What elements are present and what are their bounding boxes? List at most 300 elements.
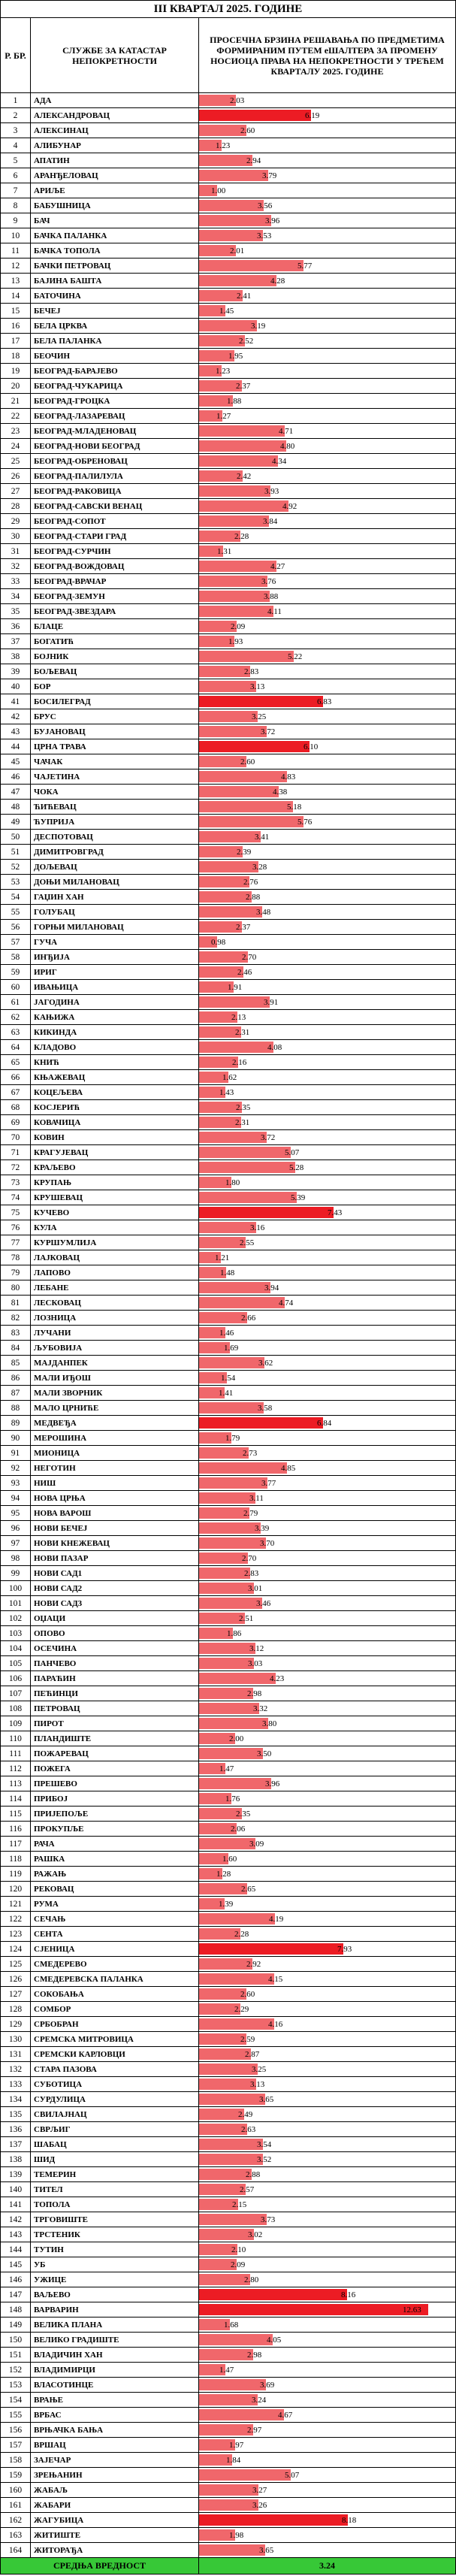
- table-row: [0, 529, 456, 544]
- value-bar: [199, 335, 245, 346]
- table-row: [0, 619, 456, 634]
- value-label: 2.01: [230, 246, 245, 255]
- value-bar: [199, 2379, 266, 2390]
- value-cell: [199, 2453, 455, 2467]
- service-name: ПРЕШЕВО: [31, 1776, 199, 1791]
- table-row: [0, 2227, 456, 2242]
- value-cell: [199, 2408, 455, 2422]
- value-bar: [199, 2349, 253, 2360]
- table-row: [0, 604, 456, 619]
- row-number: 87: [1, 1386, 31, 1400]
- row-number: 158: [1, 2453, 31, 2467]
- value-bar: [199, 125, 246, 136]
- row-number: 20: [1, 379, 31, 393]
- table-row: [0, 2302, 456, 2317]
- value-bar: [199, 516, 269, 527]
- service-name: МЕРОШИНА: [31, 1431, 199, 1445]
- value-label: 2.60: [240, 125, 255, 135]
- table-row: [0, 1010, 456, 1025]
- table-row: [0, 860, 456, 875]
- table-row: [0, 1566, 456, 1581]
- table-row: [0, 153, 456, 168]
- value-cell: [199, 845, 455, 859]
- value-label: 2.83: [244, 1568, 259, 1578]
- value-cell: [199, 1972, 455, 1986]
- service-name: АРАНЂЕЛОВАЦ: [31, 168, 199, 183]
- value-label: 2.66: [241, 1313, 256, 1323]
- value-label: 1.84: [226, 2455, 241, 2465]
- value-cell: [199, 2197, 455, 2212]
- value-bar: [199, 2184, 246, 2195]
- value-cell: [199, 1250, 455, 1265]
- service-name: БАЧКА ПАЛАНКА: [31, 228, 199, 243]
- value-cell: [199, 2137, 455, 2151]
- value-cell: [199, 664, 455, 679]
- value-cell: [199, 1596, 455, 1610]
- value-bar: [199, 1598, 262, 1609]
- service-name: ЛЕБАНЕ: [31, 1280, 199, 1295]
- table-row: [0, 2438, 456, 2453]
- service-name: КИКИНДА: [31, 1025, 199, 1039]
- row-number: 107: [1, 1686, 31, 1701]
- service-name: ИВАЊИЦА: [31, 980, 199, 994]
- row-number: 41: [1, 694, 31, 709]
- service-name: ДОЊИ МИЛАНОВАЦ: [31, 875, 199, 889]
- service-name: НОВИ БЕЧЕЈ: [31, 1521, 199, 1535]
- value-label: 5.39: [291, 1193, 306, 1202]
- page-title: III КВАРТАЛ 2025. ГОДИНЕ: [0, 0, 456, 18]
- row-number: 160: [1, 2483, 31, 2497]
- service-name: НОВА ЦРЊА: [31, 1491, 199, 1505]
- value-label: 3.56: [258, 201, 273, 210]
- service-name: БЛАЦЕ: [31, 619, 199, 633]
- row-number: 65: [1, 1055, 31, 1069]
- table-row: [0, 243, 456, 259]
- value-bar: [199, 2409, 284, 2420]
- value-label: 3.26: [252, 2500, 267, 2510]
- value-cell: [199, 679, 455, 694]
- service-name: НИШ: [31, 1476, 199, 1490]
- value-cell: [199, 319, 455, 333]
- table-row: [0, 1356, 456, 1371]
- table-row: [0, 1235, 456, 1250]
- table-row: [0, 815, 456, 830]
- value-label: 4.85: [281, 1463, 296, 1473]
- value-label: 2.09: [231, 2260, 246, 2269]
- service-name: БЕОГРАД-ПАЛИЛУЛА: [31, 469, 199, 483]
- table-row: [0, 454, 456, 469]
- value-cell: [199, 1115, 455, 1129]
- value-label: 1.76: [225, 1794, 240, 1804]
- value-cell: [199, 183, 455, 198]
- value-bar: [199, 485, 270, 497]
- value-cell: [199, 1296, 455, 1310]
- service-name: ГОРЊИ МИЛАНОВАЦ: [31, 920, 199, 934]
- value-bar: [199, 2124, 247, 2135]
- value-cell: [199, 2047, 455, 2061]
- table-row: [0, 1085, 456, 1100]
- table-row: [0, 2378, 456, 2393]
- value-label: 2.00: [229, 1734, 244, 1743]
- table-row: [0, 920, 456, 935]
- table-row: [0, 769, 456, 785]
- value-bar: [199, 696, 323, 707]
- table-row: [0, 379, 456, 394]
- row-number: 60: [1, 980, 31, 994]
- service-name: ПОЖАРЕВАЦ: [31, 1746, 199, 1761]
- row-number: 50: [1, 830, 31, 844]
- service-name: АЛИБУНАР: [31, 138, 199, 153]
- service-name: АДА: [31, 93, 199, 107]
- table-row: [0, 499, 456, 514]
- table-row: [0, 2077, 456, 2092]
- value-label: 1.62: [222, 1072, 237, 1082]
- value-cell: [199, 1145, 455, 1160]
- table-row: [0, 2408, 456, 2423]
- service-name: КОСЈЕРИЋ: [31, 1100, 199, 1114]
- value-cell: [199, 1957, 455, 1971]
- table-row: [0, 319, 456, 334]
- service-name: КУЧЕВО: [31, 1205, 199, 1220]
- value-bar: [199, 2214, 267, 2225]
- row-number: 144: [1, 2242, 31, 2257]
- value-label: 4.80: [280, 441, 295, 451]
- value-label: 3.54: [257, 2139, 272, 2149]
- row-number: 108: [1, 1701, 31, 1716]
- table-row: [0, 905, 456, 920]
- value-cell: [199, 754, 455, 769]
- value-label: 4.19: [269, 1914, 284, 1924]
- value-bar: [199, 155, 252, 166]
- value-label: 2.79: [243, 1508, 258, 1518]
- row-number: 91: [1, 1446, 31, 1460]
- value-cell: [199, 890, 455, 904]
- value-label: 2.70: [242, 1553, 257, 1563]
- value-cell: [199, 2167, 455, 2181]
- value-label: 2.37: [236, 381, 251, 391]
- value-cell: [199, 2017, 455, 2031]
- value-bar: [199, 260, 303, 271]
- row-number: 33: [1, 574, 31, 588]
- table-row: [0, 1882, 456, 1897]
- table-body: [0, 93, 456, 2558]
- row-number: 146: [1, 2272, 31, 2287]
- value-cell: [199, 2543, 455, 2557]
- service-name: ПАНЧЕВО: [31, 1656, 199, 1670]
- row-number: 84: [1, 1341, 31, 1355]
- value-bar: [199, 500, 288, 512]
- table-row: [0, 709, 456, 724]
- value-label: 3.62: [258, 1358, 273, 1368]
- service-name: ЧАЈЕТИНА: [31, 769, 199, 784]
- value-cell: [199, 93, 455, 107]
- service-name: ЗРЕЊАНИН: [31, 2468, 199, 2482]
- row-number: 118: [1, 1852, 31, 1866]
- table-row: [0, 484, 456, 499]
- value-label: 4.28: [270, 276, 285, 286]
- value-cell: [199, 1190, 455, 1205]
- value-label: 2.09: [231, 621, 246, 631]
- value-label: 5.28: [289, 1163, 304, 1172]
- service-name: НОВА ВАРОШ: [31, 1506, 199, 1520]
- value-cell: [199, 1265, 455, 1280]
- service-name: ЖАБАРИ: [31, 2498, 199, 2512]
- table-row: [0, 980, 456, 995]
- table-row: [0, 2453, 456, 2468]
- row-number: 102: [1, 1611, 31, 1625]
- value-cell: [199, 1927, 455, 1941]
- value-cell: [199, 1521, 455, 1535]
- value-cell: [199, 2468, 455, 2482]
- value-cell: [199, 2333, 455, 2347]
- value-label: 2.03: [230, 95, 245, 105]
- row-number: 61: [1, 995, 31, 1009]
- value-label: 3.41: [255, 832, 270, 842]
- table-row: [0, 168, 456, 183]
- value-cell: [199, 574, 455, 588]
- row-number: 151: [1, 2348, 31, 2362]
- service-name: ЈАГОДИНА: [31, 995, 199, 1009]
- table-header: [0, 18, 456, 93]
- row-number: 45: [1, 754, 31, 769]
- table-row: [0, 289, 456, 304]
- row-number: 53: [1, 875, 31, 889]
- table-row: [0, 2197, 456, 2212]
- value-label: 2.39: [237, 847, 252, 857]
- row-number: 120: [1, 1882, 31, 1896]
- service-name: БУЈАНОВАЦ: [31, 724, 199, 739]
- service-name: БЕОГРАД-СУРЧИН: [31, 544, 199, 558]
- service-name: ОЏАЦИ: [31, 1611, 199, 1625]
- value-label: 3.16: [250, 1223, 265, 1232]
- value-label: 3.32: [253, 1704, 268, 1713]
- value-cell: [199, 1311, 455, 1325]
- service-name: БАЧ: [31, 213, 199, 228]
- value-label: 3.94: [264, 1283, 279, 1293]
- row-number: 29: [1, 514, 31, 528]
- value-cell: [199, 529, 455, 543]
- row-number: 155: [1, 2408, 31, 2422]
- value-cell: [199, 334, 455, 348]
- service-name: БЕОГРАД-ЗВЕЗДАРА: [31, 604, 199, 618]
- table-row: [0, 1912, 456, 1927]
- table-row: [0, 1641, 456, 1656]
- value-cell: [199, 2348, 455, 2362]
- row-number: 35: [1, 604, 31, 618]
- value-bar: [199, 1507, 249, 1519]
- value-bar: [199, 876, 249, 887]
- table-row: [0, 1761, 456, 1776]
- value-cell: [199, 2092, 455, 2106]
- service-name: КОВИН: [31, 1130, 199, 1144]
- row-number: 24: [1, 439, 31, 453]
- value-cell: [199, 2077, 455, 2091]
- value-label: 2.35: [236, 1809, 251, 1819]
- table-row: [0, 1296, 456, 1311]
- service-name: БАЧКА ТОПОЛА: [31, 243, 199, 258]
- value-bar: [199, 1162, 295, 1173]
- row-number: 73: [1, 1175, 31, 1190]
- value-bar: [199, 1462, 287, 1474]
- service-name: НОВИ КНЕЖЕВАЦ: [31, 1536, 199, 1550]
- value-label: 3.58: [258, 1403, 273, 1413]
- row-number: 116: [1, 1822, 31, 1836]
- row-number: 54: [1, 890, 31, 904]
- row-number: 96: [1, 1521, 31, 1535]
- row-number: 130: [1, 2032, 31, 2046]
- value-label: 1.98: [229, 2530, 244, 2540]
- value-cell: [199, 1431, 455, 1445]
- service-name: БЕОГРАД-ВРАЧАР: [31, 574, 199, 588]
- value-label: 2.41: [237, 291, 252, 301]
- value-bar: [199, 681, 256, 692]
- value-label: 1.60: [222, 1854, 237, 1864]
- row-number: 86: [1, 1371, 31, 1385]
- value-bar: [199, 606, 273, 617]
- value-cell: [199, 589, 455, 603]
- value-cell: [199, 198, 455, 213]
- service-name: ЖИТОРАЂА: [31, 2543, 199, 2557]
- value-label: 7.43: [328, 1208, 343, 1217]
- table-row: [0, 1311, 456, 1326]
- value-cell: [199, 2122, 455, 2136]
- value-cell: [199, 1731, 455, 1746]
- header-number: Р. БР.: [1, 18, 31, 92]
- table-row: [0, 1446, 456, 1461]
- table-row: [0, 2317, 456, 2333]
- table-row: [0, 1431, 456, 1446]
- value-cell: [199, 619, 455, 633]
- table-row: [0, 2017, 456, 2032]
- table-row: [0, 349, 456, 364]
- value-bar: [199, 2018, 274, 2030]
- value-label: 6.10: [303, 742, 319, 751]
- value-label: 2.51: [239, 1613, 254, 1623]
- value-cell: [199, 274, 455, 288]
- row-number: 10: [1, 228, 31, 243]
- service-name: КРАЉЕВО: [31, 1160, 199, 1175]
- value-cell: [199, 815, 455, 829]
- value-bar: [199, 1568, 250, 1579]
- value-bar: [199, 1658, 254, 1669]
- value-label: 3.72: [261, 1132, 276, 1142]
- row-number: 8: [1, 198, 31, 213]
- value-cell: [199, 108, 455, 122]
- value-cell: [199, 2062, 455, 2076]
- table-row: [0, 2528, 456, 2543]
- service-name: ПЛАНДИШТЕ: [31, 1731, 199, 1746]
- value-bar: [199, 2304, 428, 2315]
- service-name: СЕЧАЊ: [31, 1912, 199, 1926]
- value-label: 12.63: [403, 2305, 421, 2314]
- value-bar: [199, 2169, 252, 2180]
- value-label: 2.87: [245, 2049, 260, 2059]
- service-name: КАЊИЖА: [31, 1010, 199, 1024]
- row-number: 27: [1, 484, 31, 498]
- value-cell: [199, 1506, 455, 1520]
- value-bar: [199, 2139, 263, 2150]
- value-bar: [199, 1192, 297, 1203]
- table-row: [0, 1250, 456, 1265]
- value-cell: [199, 875, 455, 889]
- service-name: БЕЛА ЦРКВА: [31, 319, 199, 333]
- value-label: 4.38: [273, 787, 288, 797]
- value-cell: [199, 1476, 455, 1490]
- value-label: 4.83: [281, 772, 296, 782]
- service-name: СОКОБАЊА: [31, 1987, 199, 2001]
- service-name: НОВИ САД3: [31, 1596, 199, 1610]
- row-number: 127: [1, 1987, 31, 2001]
- service-name: РАЧА: [31, 1837, 199, 1851]
- row-number: 48: [1, 800, 31, 814]
- service-name: НЕГОТИН: [31, 1461, 199, 1475]
- service-name: ТРСТЕНИК: [31, 2227, 199, 2242]
- value-label: 1.23: [216, 366, 231, 376]
- row-number: 164: [1, 2543, 31, 2557]
- service-name: ЛЕСКОВАЦ: [31, 1296, 199, 1310]
- table-row: [0, 1506, 456, 1521]
- value-cell: [199, 1656, 455, 1670]
- row-number: 129: [1, 2017, 31, 2031]
- value-label: 3.25: [252, 2064, 267, 2074]
- table-row: [0, 649, 456, 664]
- row-number: 159: [1, 2468, 31, 2482]
- service-name: ТЕМЕРИН: [31, 2167, 199, 2181]
- service-name: ПОЖЕГА: [31, 1761, 199, 1776]
- value-bar: [199, 831, 261, 842]
- value-cell: [199, 2513, 455, 2527]
- value-label: 2.31: [235, 1027, 250, 1037]
- service-name: КУЛА: [31, 1220, 199, 1235]
- value-cell: [199, 514, 455, 528]
- value-label: 3.84: [263, 516, 278, 526]
- row-number: 142: [1, 2212, 31, 2227]
- value-cell: [199, 1100, 455, 1114]
- value-cell: [199, 349, 455, 363]
- value-cell: [199, 424, 455, 438]
- table-row: [0, 634, 456, 649]
- row-number: 122: [1, 1912, 31, 1926]
- service-name: СОМБОР: [31, 2002, 199, 2016]
- table-row: [0, 93, 456, 108]
- row-number: 39: [1, 664, 31, 679]
- value-label: 4.71: [279, 426, 294, 436]
- value-cell: [199, 2423, 455, 2437]
- value-cell: [199, 2002, 455, 2016]
- service-name: СЕНТА: [31, 1927, 199, 1941]
- row-number: 28: [1, 499, 31, 513]
- row-number: 114: [1, 1791, 31, 1806]
- value-cell: [199, 1025, 455, 1039]
- service-name: БЕОГРАД-БАРАЈЕВО: [31, 364, 199, 378]
- table-row: [0, 198, 456, 213]
- table-row: [0, 935, 456, 950]
- row-number: 123: [1, 1927, 31, 1941]
- header-service: СЛУЖБЕ ЗА КАТАСТАР НЕПОКРЕТНОСТИ: [31, 18, 199, 92]
- value-label: 4.08: [267, 1042, 282, 1052]
- row-number: 136: [1, 2122, 31, 2136]
- table-row: [0, 2047, 456, 2062]
- row-number: 16: [1, 319, 31, 333]
- table-row: [0, 1837, 456, 1852]
- value-label: 2.10: [231, 2245, 246, 2254]
- row-number: 3: [1, 123, 31, 138]
- value-cell: [199, 1852, 455, 1866]
- table-row: [0, 2393, 456, 2408]
- value-label: 2.76: [243, 877, 258, 887]
- value-cell: [199, 1626, 455, 1640]
- value-cell: [199, 634, 455, 649]
